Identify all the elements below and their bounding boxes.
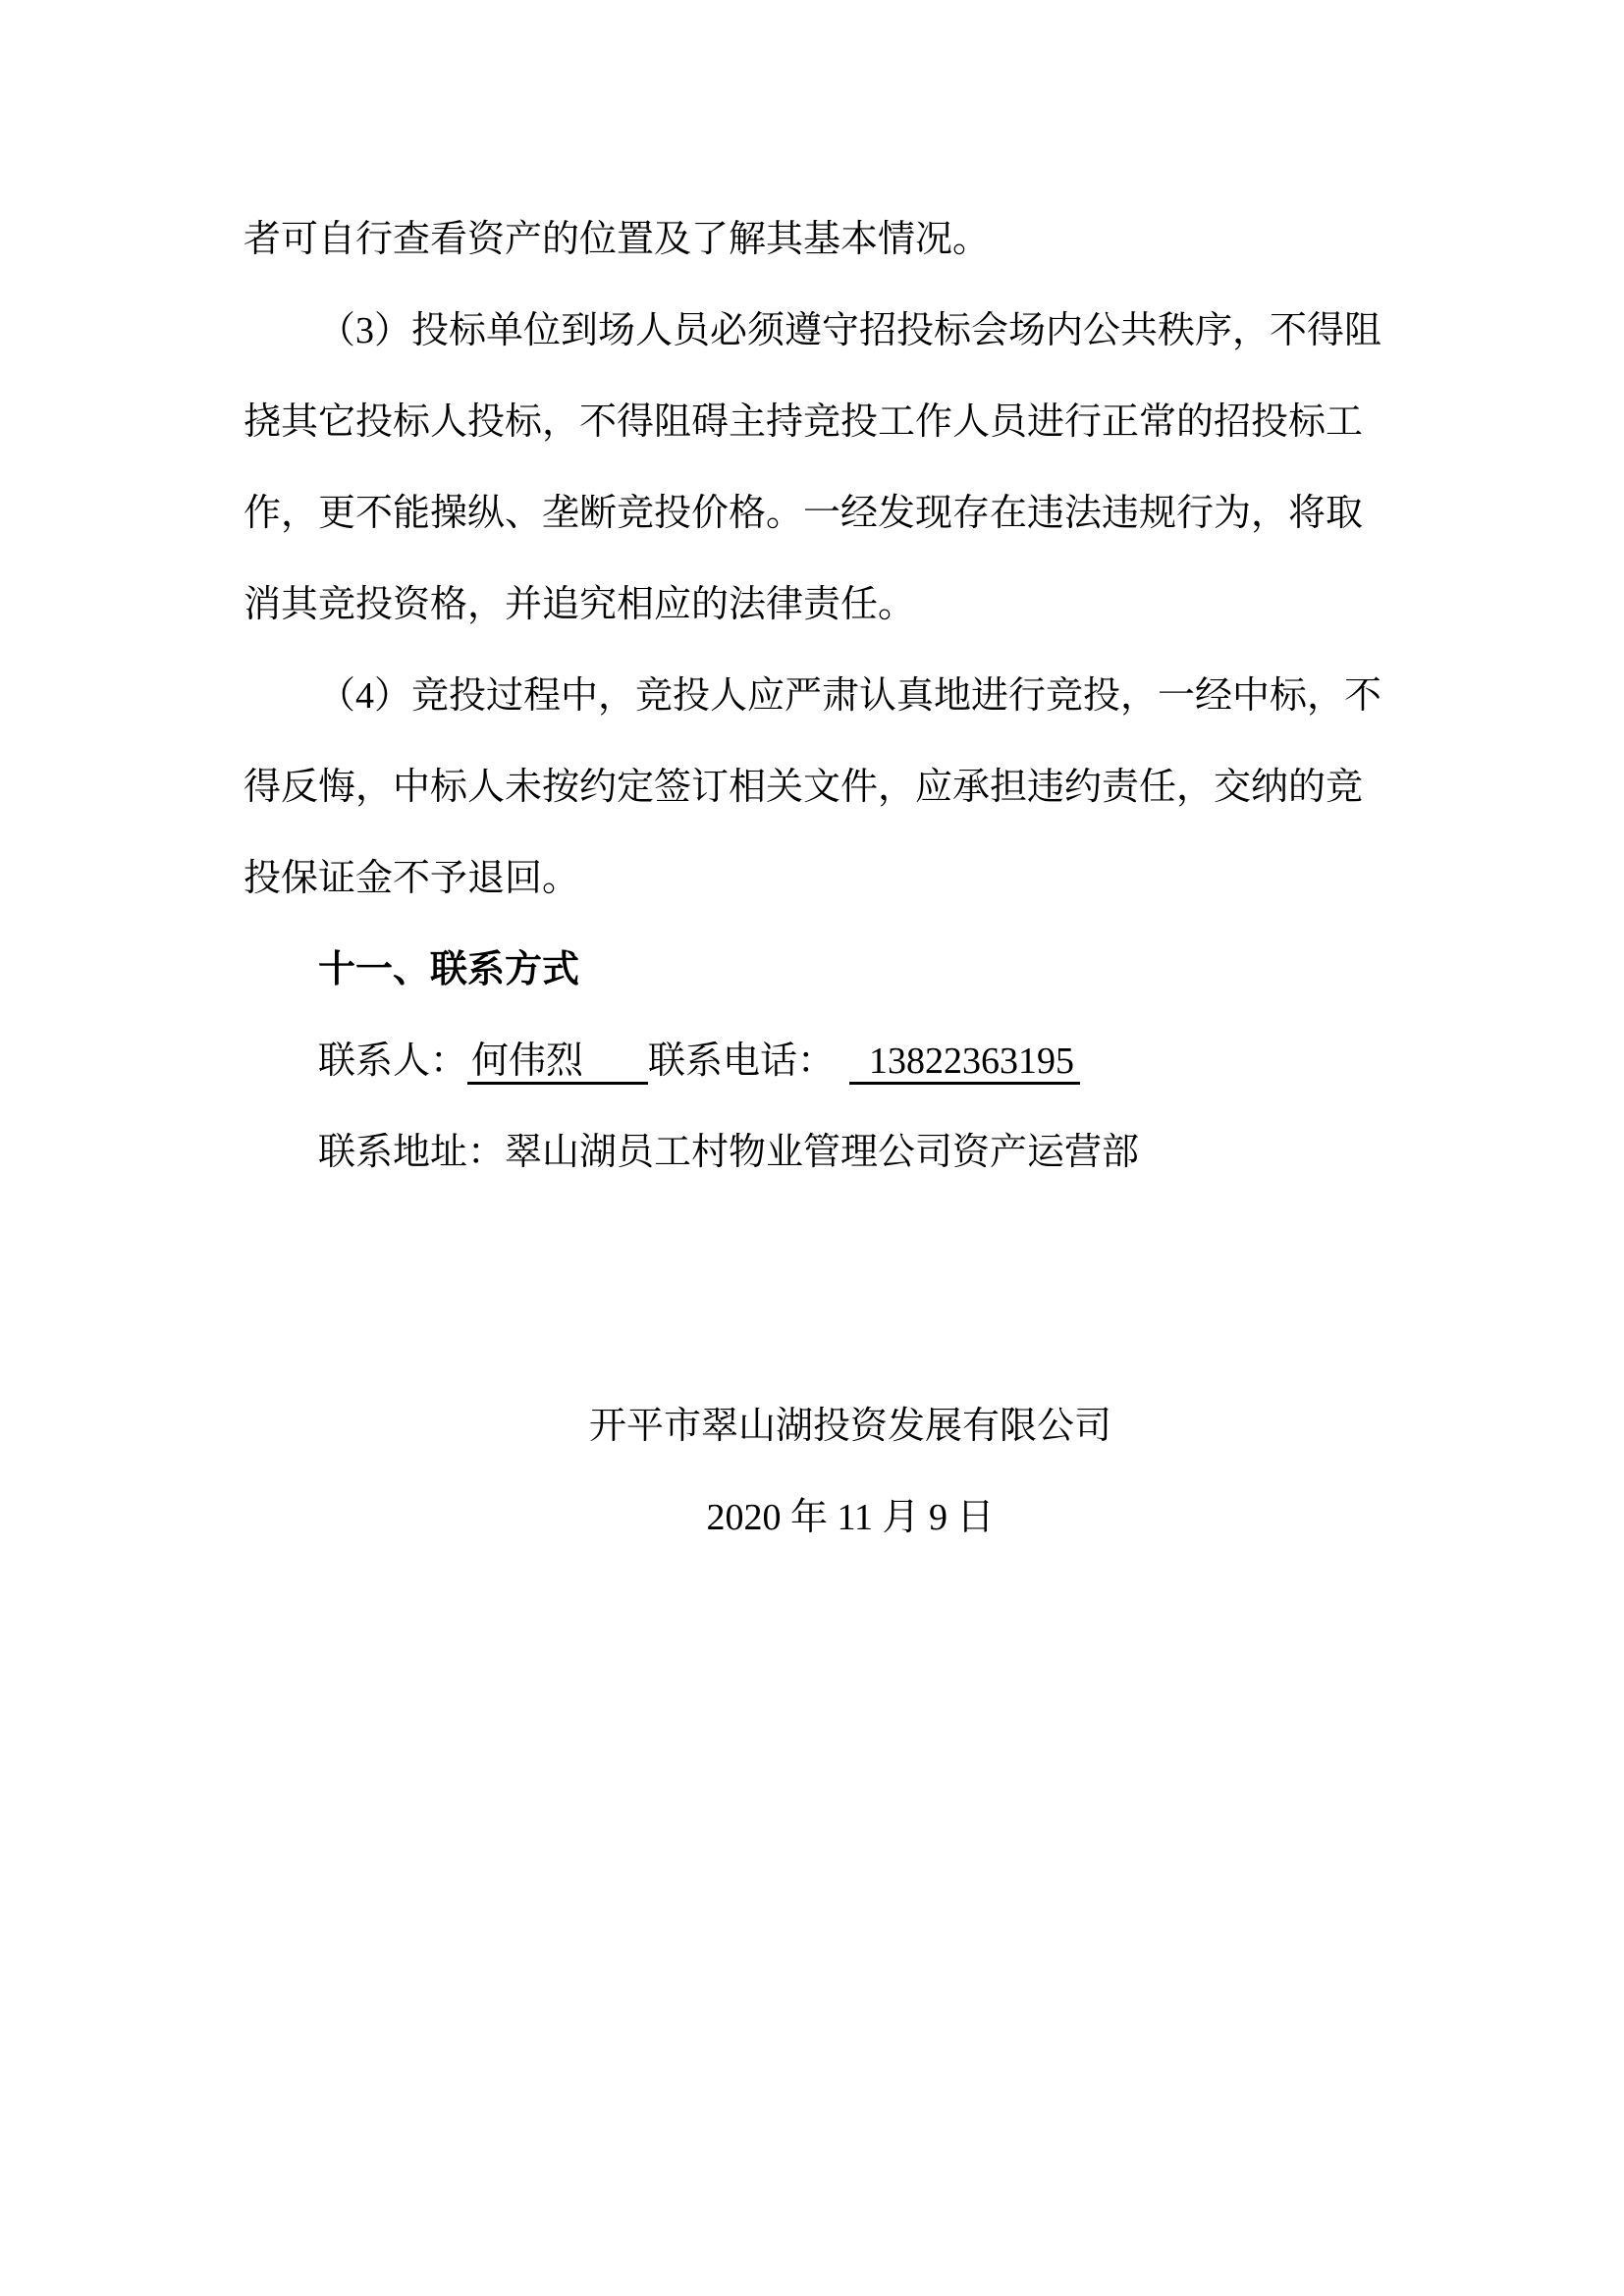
contact-phone-label: 联系电话： <box>648 1041 836 1082</box>
blank-line <box>244 1290 1363 1381</box>
clause3-line-3: 作，更不能操纵、垄断竞投价格。一经发现存在违法违规行为，将取 <box>244 493 1364 534</box>
clause4-line-3: 投保证金不予退回。 <box>244 858 580 899</box>
contact-person-line <box>244 1016 1363 1107</box>
document-body <box>244 194 1382 1564</box>
signature-company: 开平市翠山湖投资发展有限公司 <box>588 1406 1111 1447</box>
signature-date: 2020 年 11 月 9 日 <box>706 1497 995 1538</box>
clause4-line-1: （4）竞投过程中，竞投人应严肃认真地进行竞投，一经中标，不 <box>318 675 1382 717</box>
contact-address-label: 联系地址： <box>318 1132 506 1173</box>
contact-phone-number: 13822363195 <box>849 1041 1080 1085</box>
section-heading-contact: 十一、联系方式 <box>318 949 580 990</box>
clause3-line-4: 消其竞投资格，并追究相应的法律责任。 <box>244 584 916 625</box>
clause3-line-2: 挠其它投标人投标，不得阻碍主持竞投工作人员进行正常的招投标工 <box>244 401 1364 443</box>
contact-person-name: 何伟烈 <box>467 1041 648 1085</box>
contact-address-value: 翠山湖员工村物业管理公司资产运营部 <box>505 1132 1140 1173</box>
contact-person-label: 联系人： <box>318 1041 468 1082</box>
blank-line <box>244 1199 1363 1290</box>
contact-address-line <box>244 1107 1363 1199</box>
clause3-line-1: （3）投标单位到场人员必须遵守招投标会场内公共秩序，不得阻 <box>318 310 1382 351</box>
clause4-line-2: 得反悔，中标人未按约定签订相关文件，应承担违约责任，交纳的竞 <box>244 767 1364 808</box>
intro-paragraph-tail-line: 者可自行查看资产的位置及了解其基本情况。 <box>244 219 991 260</box>
